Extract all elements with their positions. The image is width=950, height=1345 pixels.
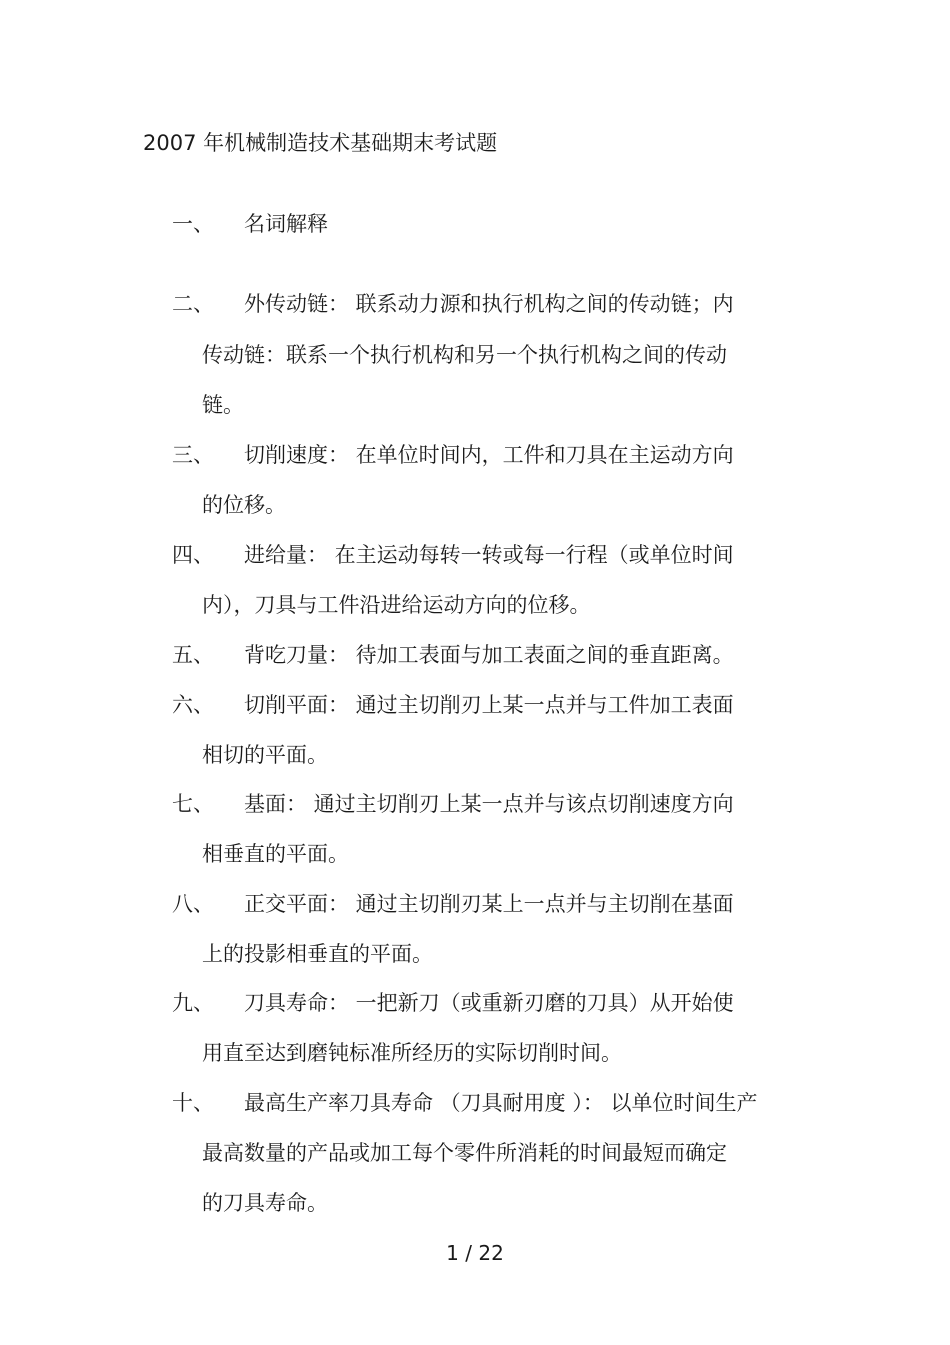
section-text: 相垂直的平面。 bbox=[202, 842, 349, 866]
section-text: 切削平面： 通过主切削刃上某一点并与工件加工表面 bbox=[244, 693, 734, 717]
section-text: 链。 bbox=[202, 393, 244, 417]
section-text: 背吃刀量： 待加工表面与加工表面之间的垂直距离。 bbox=[244, 643, 734, 667]
section-text: 上的投影相垂直的平面。 bbox=[202, 942, 433, 966]
section-text: 正交平面： 通过主切削刃某上一点并与主切削在基面 bbox=[244, 892, 734, 916]
section-text: 传动链：联系一个执行机构和另一个执行机构之间的传动 bbox=[202, 343, 727, 367]
page-number: 1 / 22 bbox=[446, 1241, 504, 1265]
section-number: 六、 bbox=[172, 693, 214, 717]
section-text: 基面： 通过主切削刃上某一点并与该点切削速度方向 bbox=[244, 792, 734, 816]
section-text: 外传动链： 联系动力源和执行机构之间的传动链；内 bbox=[244, 292, 734, 316]
section-number: 五、 bbox=[172, 643, 214, 667]
section-number: 十、 bbox=[172, 1091, 214, 1115]
section-number: 三、 bbox=[172, 443, 214, 467]
section-text: 的刀具寿命。 bbox=[202, 1191, 328, 1215]
section-number: 九、 bbox=[172, 991, 214, 1015]
section-text: 最高生产率刀具寿命 （刀具耐用度 ）： 以单位时间生产 bbox=[244, 1091, 758, 1115]
section-text: 名词解释 bbox=[244, 212, 328, 236]
section-text: 内），刀具与工件沿进给运动方向的位移。 bbox=[202, 593, 591, 617]
section-number: 一、 bbox=[172, 212, 214, 236]
section-text: 刀具寿命： 一把新刀（或重新刃磨的刀具）从开始使 bbox=[244, 991, 734, 1015]
section-text: 用直至达到磨钝标准所经历的实际切削时间。 bbox=[202, 1041, 622, 1065]
section-text: 相切的平面。 bbox=[202, 743, 328, 767]
section-number: 二、 bbox=[172, 292, 214, 316]
section-number: 七、 bbox=[172, 792, 214, 816]
document-title: 2007 年机械制造技术基础期末考试题 bbox=[143, 131, 498, 155]
section-number: 四、 bbox=[172, 543, 214, 567]
section-text: 进给量： 在主运动每转一转或每一行程（或单位时间 bbox=[244, 543, 734, 567]
section-text: 最高数量的产品或加工每个零件所消耗的时间最短而确定 bbox=[202, 1141, 727, 1165]
section-text: 切削速度： 在单位时间内，工件和刀具在主运动方向 bbox=[244, 443, 734, 467]
section-text: 的位移。 bbox=[202, 493, 286, 517]
section-number: 八、 bbox=[172, 892, 214, 916]
